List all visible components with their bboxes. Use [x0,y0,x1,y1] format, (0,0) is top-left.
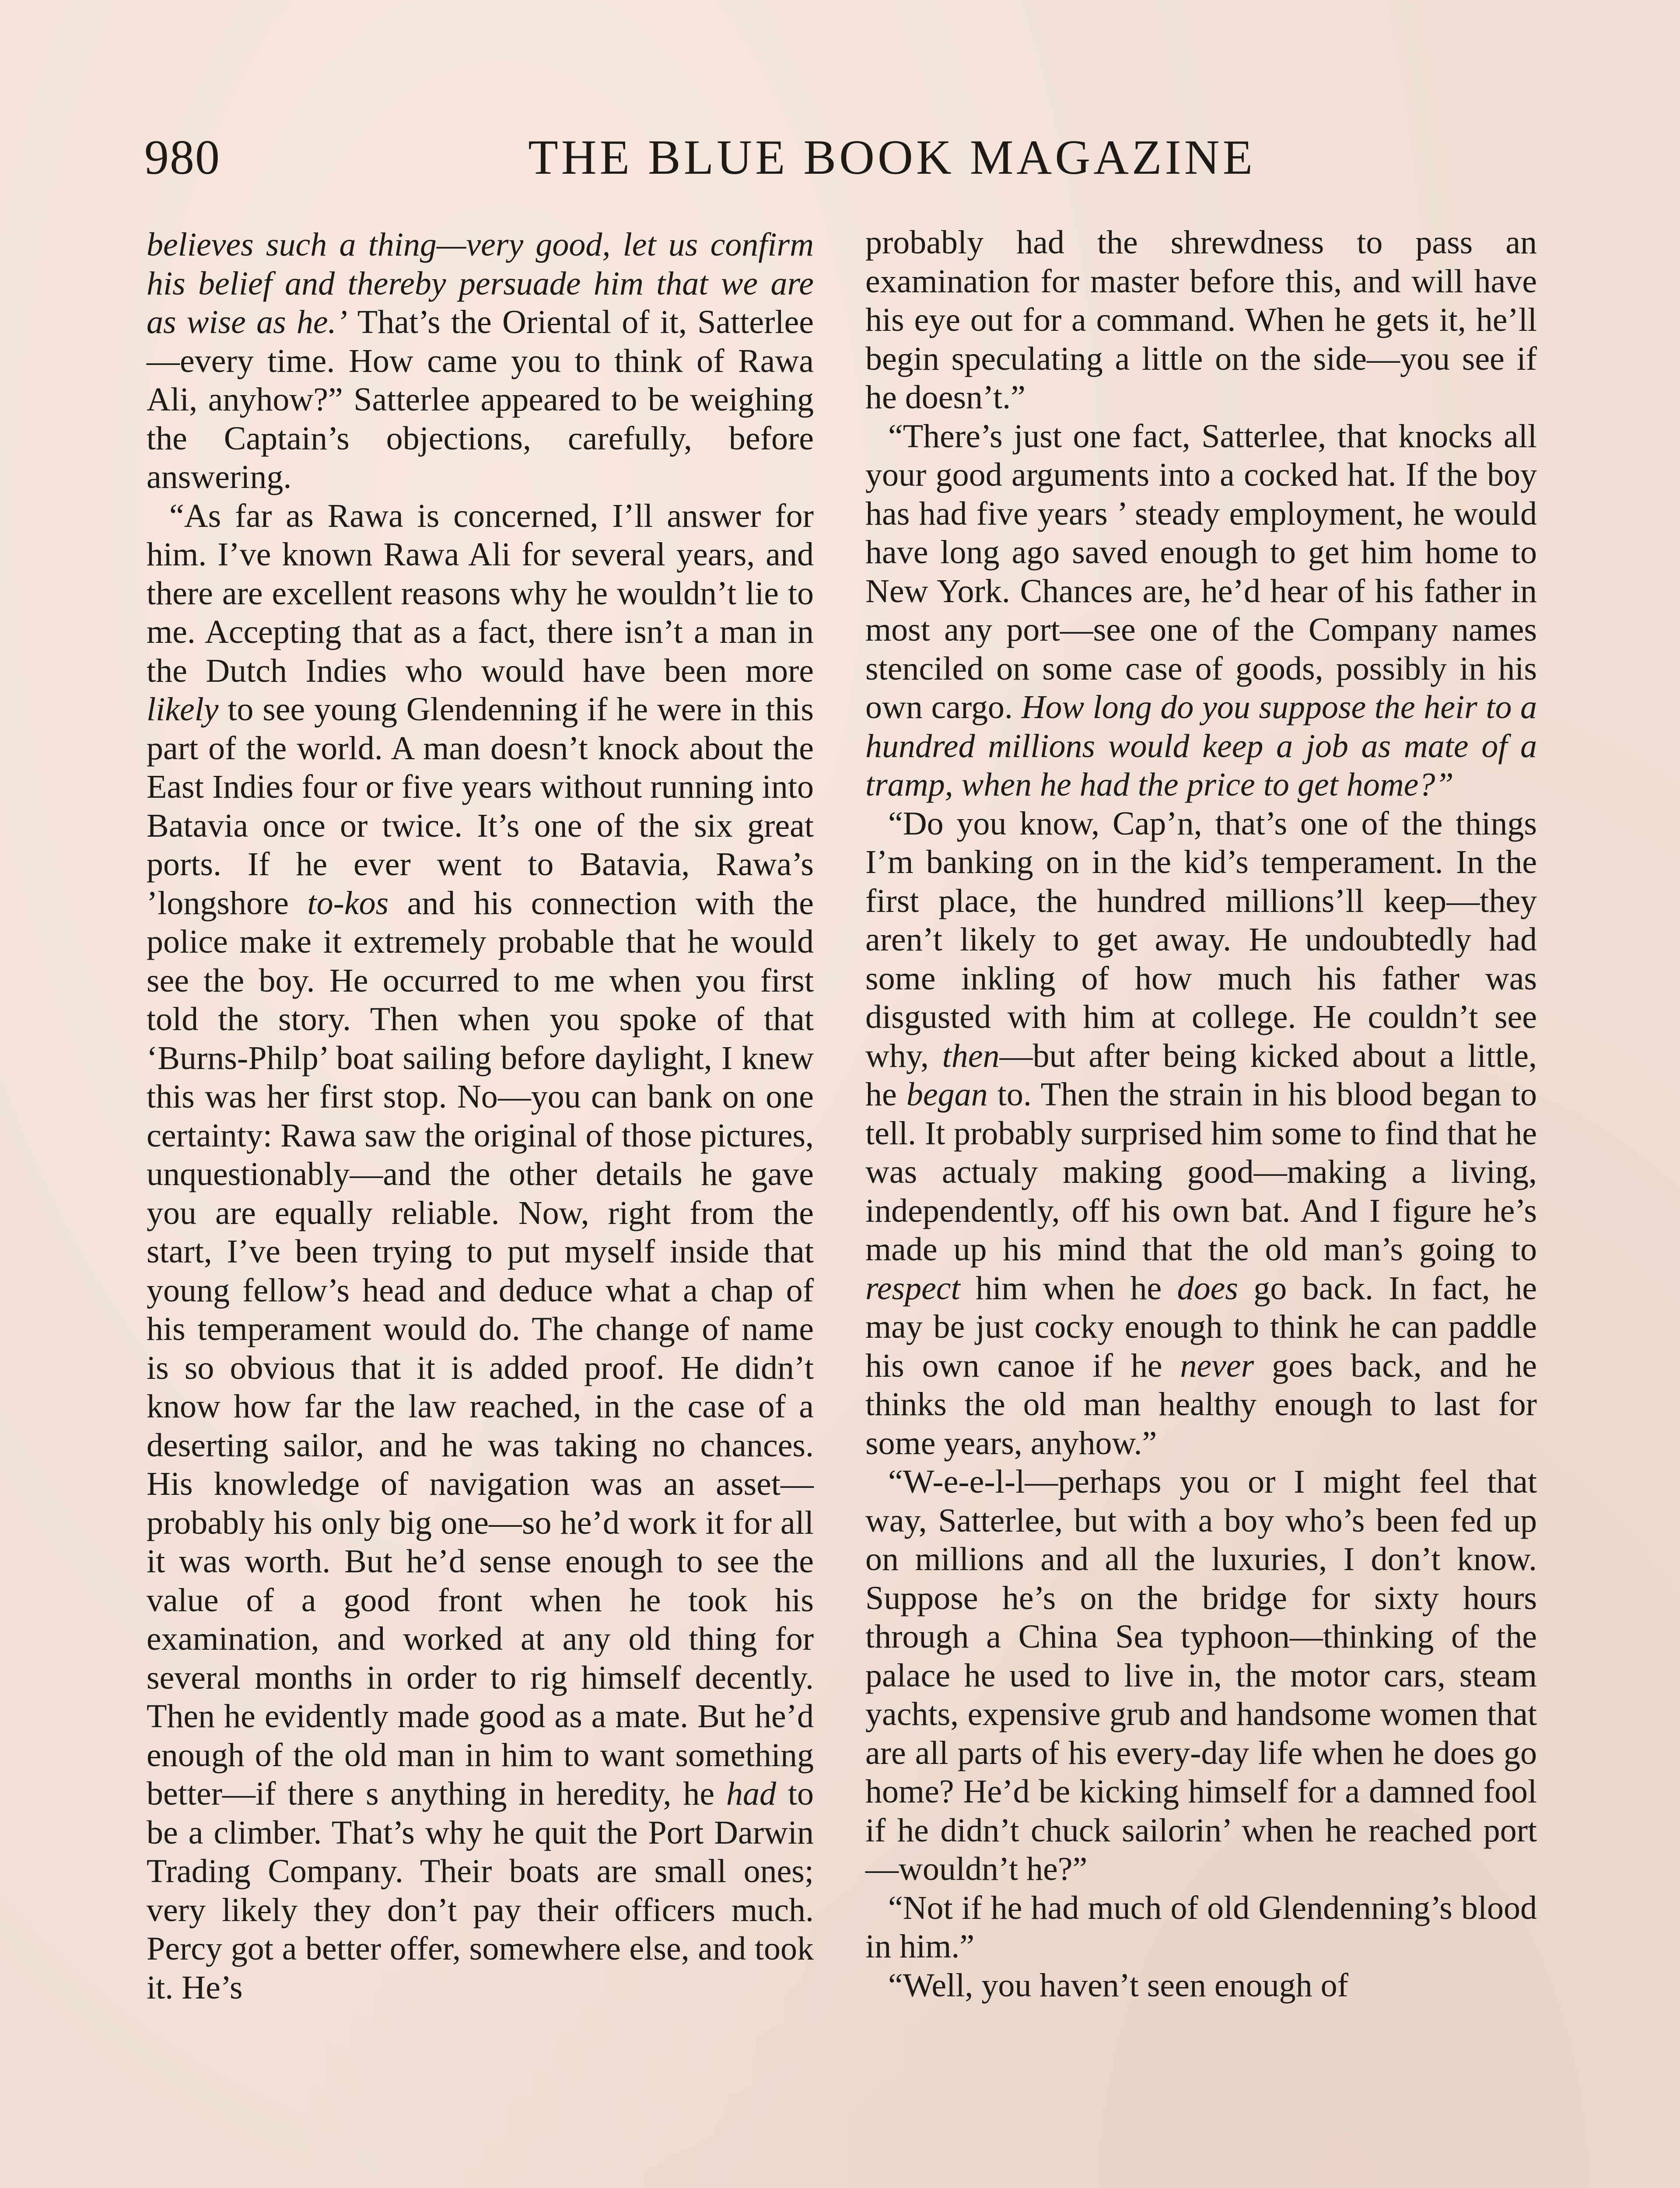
paragraph [147,225,814,497]
paragraph [865,223,1537,417]
body-text: to see young Glendenning if he were in this part of the world. A man doesn’t knock about the East Indies four or five years without running into Batavia once or twice. It’s one of the six great ports. If he ever went to Batavia, Rawa’s ’longshore [147,691,814,922]
italic-text: to-kos [307,884,389,922]
italic-text: believes such a thing—very good, let us confirm his belief and thereby persuade him that we are as wise as he.’ [147,226,814,340]
body-text: “Not if he had much of old Glendenning’s blood in him.” [865,1889,1537,1965]
italic-text: likely [147,691,219,728]
italic-text: does [1177,1269,1238,1307]
body-text: That’s the Oriental of it, Satterlee—every time. How came you to think of Rawa Ali, anyhow?” Satterlee appeared to be weighing the Captain’s objections, carefully, before answering. [147,304,814,495]
paragraph [865,417,1537,804]
paragraph [865,804,1537,1463]
right-text-column [865,223,1537,2005]
body-text: “Do you know, Cap’n, that’s one of the things I’m banking on in the kid’s temperament. In the first place, the hundred millions’ll keep—they aren’t likely to get away. He undoubtedly had some inkling of how much his father was disgusted with him at college. He couldn’t see why, [865,805,1537,1074]
italic-text: had [726,1775,776,1812]
italic-text: respect [865,1269,960,1307]
body-text: to be a climber. That’s why he quit the Port Darwin Trading Company. Their boats are small ones; very likely they don’t pay their officers much. Percy got a better offer, somewhere else, and took it. He’s [147,1775,814,2006]
body-text: him when he [960,1269,1177,1307]
body-text: “W-e-e-l-l—perhaps you or I might feel that way, Satterlee, but with a boy who’s been fed up on millions and all the luxuries, I don’t know. Suppose he’s on the bridge for sixty hours through a China Sea typhoon—thinking of the palace he used to live in, the motor cars, steam yachts, expensive grub and handsome women that are all parts of his every-day life when he does go home? He’d be kicking himself for a damned fool if he didn’t chuck sailorin’ when he reached port—wouldn’t he?” [865,1463,1537,1887]
page-number: 980 [144,130,220,185]
body-text: “There’s just one fact, Satterlee, that knocks all your good arguments into a cocked hat. If the boy has had five years ’ steady employment, he would have long ago saved enough to get him home to New York. Chances are, he’d hear of his father in most any port—see one of the Company names stenciled on some case of goods, possibly in his own cargo. [865,417,1537,726]
running-title: THE BLUE BOOK MAGAZINE [528,130,1256,185]
body-text: to. Then the strain in his blood began to tell. It probably surprised him some to find that he was actualy making good—making a living, independently, off his own bat. And I figure he’s made up his mind that the old man’s going to [865,1076,1537,1268]
paragraph [865,1966,1537,2005]
body-text: goes back, and he thinks the old man healthy enough to last for some years, anyhow.” [865,1347,1537,1462]
italic-text: How long do you suppose the heir to a hundred millions would keep a job as mate of a tramp, when he had the price to get home?” [865,689,1537,803]
paragraph [865,1462,1537,1889]
italic-text: never [1180,1347,1254,1384]
body-text: and his connection with the police make it extremely probable that he would see the boy. He occurred to me when you first told the story. Then when you spoke of that ‘Burns-Philp’ boat sailing before daylight, I knew this was her first stop. No—you can bank on one certainty: Rawa saw the original of those pictures, unquestionably—and the other details he gave you are equally reliable. Now, right from the start, I’ve been trying to put myself inside that young fellow’s head and deduce what a chap of his temperament would do. The change of name is so obvious that it is added proof. He didn’t know how far the law reached, in the case of a deserting sailor, and he was taking no chances. His knowledge of navigation was an asset—probably his only big one—so he’d work it for all it was worth. But he’d sense enough to see the value of a good front when he took his examination, and worked at any old thing for several months in order to rig himself decently. Then he evidently made good as a mate. But he’d enough of the old man in him to want something better—if there s anything in heredity, he [147,884,814,1812]
page-header [144,125,1256,190]
italic-text: began [906,1076,988,1113]
body-text: “Well, you haven’t seen enough of [888,1967,1348,2004]
italic-text: then [942,1037,1000,1074]
body-text: go back. In fact, he may be just cocky enough to think he can paddle his own canoe if he [865,1269,1537,1384]
body-text: probably had the shrewdness to pass an examination for master before this, and will have his eye out for a command. When he gets it, he’ll begin speculating a little on the side—you see if he doesn’t.” [865,224,1537,416]
left-text-column [147,225,814,2007]
paragraph [865,1889,1537,1966]
body-text: —but after being kicked about a little, he [865,1037,1537,1113]
paragraph [147,497,814,2007]
body-text: “As far as Rawa is concerned, I’ll answer for him. I’ve known Rawa Ali for several years, and there are excellent reasons why he wouldn’t lie to me. Accepting that as a fact, there isn’t a man in the Dutch Indies who would have been more [147,497,814,689]
